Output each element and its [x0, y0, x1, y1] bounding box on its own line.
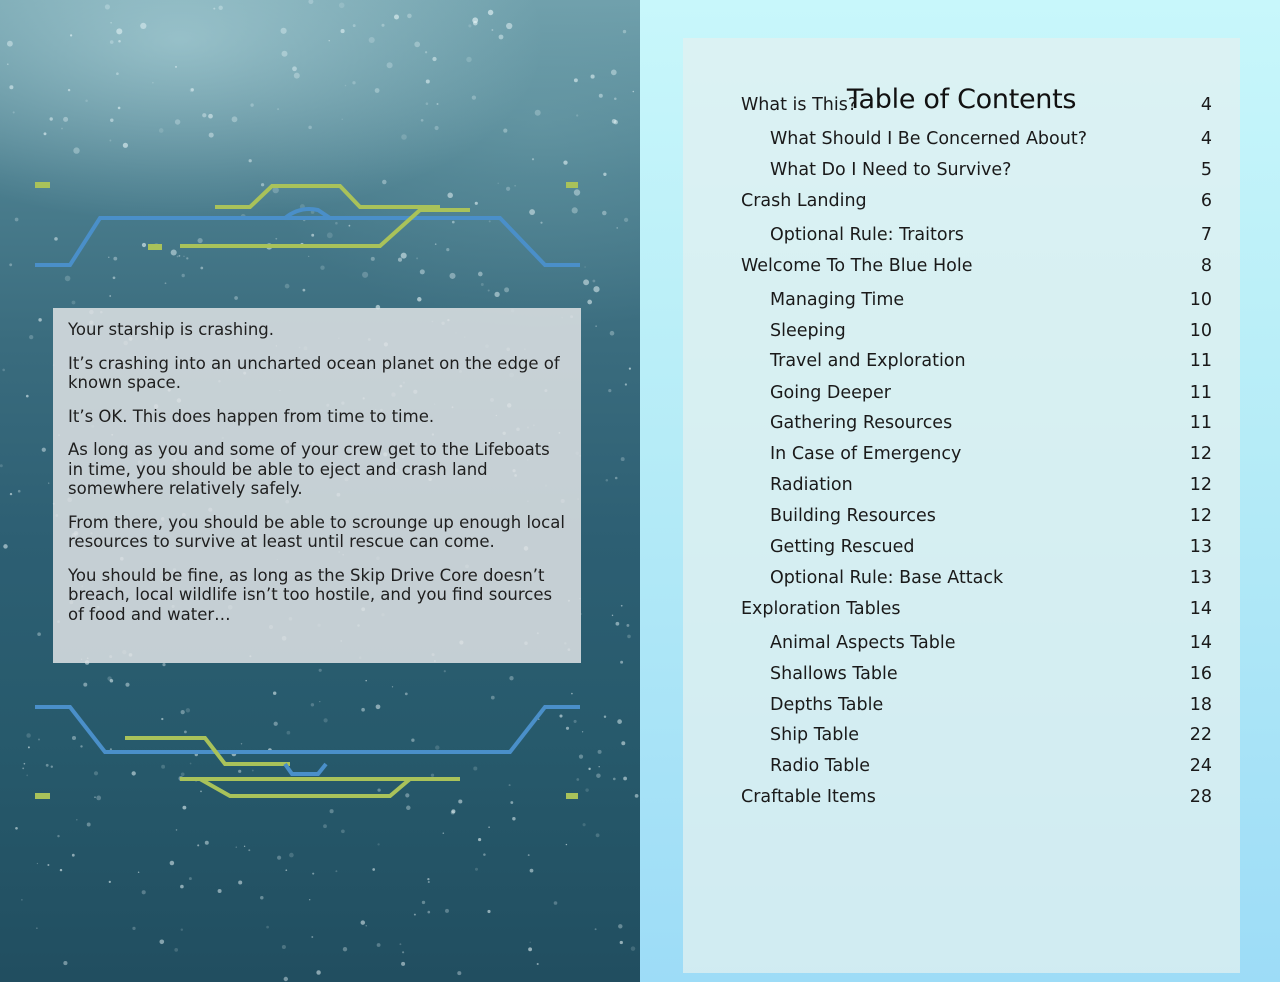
bubble [116, 28, 122, 34]
bubble [369, 37, 375, 43]
bubble [339, 3, 345, 9]
toc-entry[interactable] [683, 381, 1240, 405]
bubble [616, 622, 620, 626]
bubble [483, 853, 486, 856]
toc-entry-label: Welcome To The Blue Hole [741, 256, 973, 276]
bubble [528, 854, 530, 856]
bubble [491, 29, 493, 31]
toc-entry-page-number: 4 [1200, 129, 1212, 149]
bubble [105, 4, 110, 9]
bubble [232, 116, 238, 122]
bubble [277, 856, 281, 860]
bubble [7, 63, 9, 65]
bubble [152, 82, 154, 84]
bubble [414, 914, 416, 916]
intro-paragraph-2: It’s crashing into an uncharted ocean planet on the edge of known space. [68, 353, 560, 392]
bubble [83, 683, 87, 687]
bubble [599, 94, 603, 98]
toc-entry[interactable] [683, 319, 1240, 343]
bubble [503, 129, 507, 133]
bubble [426, 102, 429, 105]
toc-entry[interactable] [683, 158, 1240, 182]
toc-entry-page-number: 22 [1189, 725, 1212, 745]
toc-entry[interactable] [683, 288, 1240, 312]
toc-entry-page-number: 11 [1189, 413, 1212, 433]
bubble [44, 132, 47, 135]
bubble [566, 844, 567, 845]
bubble [3, 544, 7, 548]
bubble [110, 118, 113, 121]
toc-entry[interactable] [683, 693, 1240, 717]
toc-entry-label: What Do I Need to Survive? [770, 160, 1012, 180]
bubble [631, 946, 636, 951]
bubble [238, 880, 242, 884]
hud-blue-line-bottom [35, 707, 580, 752]
toc-entry[interactable] [683, 93, 1240, 117]
bubble [596, 833, 600, 837]
toc-entry[interactable] [683, 254, 1240, 278]
toc-entry-label: Managing Time [770, 290, 905, 310]
bubble [402, 951, 404, 953]
toc-entry[interactable] [683, 473, 1240, 497]
toc-entry-label: Travel and Exploration [770, 351, 966, 371]
bubble [284, 977, 288, 981]
bubble [606, 479, 609, 482]
toc-entry-page-number: 8 [1200, 256, 1212, 276]
bubble [316, 970, 320, 974]
toc-entry-label: In Case of Emergency [770, 444, 962, 464]
bubble [401, 134, 407, 140]
bubble [401, 962, 405, 966]
bubble [341, 29, 345, 33]
bubble [308, 126, 312, 130]
bubble [335, 870, 337, 872]
bubble [118, 40, 121, 43]
bubble [68, 89, 70, 91]
bubble [175, 119, 180, 124]
bubble [625, 383, 627, 385]
bubble [109, 140, 111, 142]
bubble [285, 869, 287, 871]
bubble [427, 911, 430, 914]
bubble [72, 854, 75, 857]
bubble [289, 853, 294, 858]
bubble [421, 119, 424, 122]
bubble [197, 844, 199, 846]
toc-entry-label: What is This? [741, 95, 858, 115]
bubble [563, 160, 567, 164]
toc-entry-page-number: 12 [1189, 506, 1212, 526]
bubble [587, 300, 592, 305]
bubble [377, 843, 379, 845]
toc-entry-page-number: 12 [1189, 475, 1212, 495]
bubble [208, 114, 213, 119]
bubble [414, 42, 420, 48]
bubble [76, 819, 78, 821]
toc-entry-label: Ship Table [770, 725, 859, 745]
bubble [595, 325, 596, 326]
bubble [73, 147, 79, 153]
bubble [47, 864, 49, 866]
bubble [488, 826, 490, 828]
bubble [583, 823, 586, 826]
toc-entry-label: Building Resources [770, 506, 936, 526]
bubble [110, 679, 114, 683]
bubble [294, 73, 300, 79]
bubble [610, 331, 615, 336]
bubble [443, 832, 445, 834]
bubble [615, 477, 618, 480]
bubble [394, 15, 399, 20]
bubble [530, 869, 534, 873]
bubble [528, 947, 532, 951]
toc-entry-label: Depths Table [770, 695, 884, 715]
bubble [341, 829, 345, 833]
toc-entry-page-number: 14 [1189, 633, 1212, 653]
bubble [2, 369, 5, 372]
bubble [205, 841, 209, 845]
hud-green-line-top-a [215, 186, 440, 207]
bubble [125, 683, 129, 687]
toc-entry-page-number: 14 [1189, 599, 1212, 619]
bubble [487, 910, 490, 913]
bubble [13, 111, 15, 113]
bubble [7, 41, 13, 47]
bubble [426, 79, 430, 83]
bubble [63, 961, 67, 965]
bubble [50, 117, 53, 120]
bubble [473, 21, 478, 26]
bubble [266, 926, 269, 929]
bubble [219, 6, 223, 10]
bubble [620, 941, 623, 944]
bubble [180, 885, 184, 889]
bubble [574, 78, 578, 82]
bubble [138, 872, 140, 874]
bubble [387, 62, 393, 68]
toc-entry[interactable] [683, 785, 1240, 809]
toc-entry-label: Optional Rule: Traitors [770, 225, 964, 245]
bubble [162, 663, 165, 666]
bubble [37, 632, 41, 636]
bubble [392, 686, 393, 687]
bubble [627, 635, 631, 639]
bubble [248, 849, 250, 851]
hud-frame-top [0, 170, 640, 290]
bubble [60, 869, 62, 871]
bubble [181, 928, 183, 930]
bubble [494, 292, 499, 297]
bubble [109, 295, 111, 297]
bubble [621, 457, 625, 461]
toc-entry-label: Radio Table [770, 756, 870, 776]
bubble [472, 95, 476, 99]
hud-green-line-bottom-c [200, 779, 410, 796]
bubble [554, 901, 558, 905]
toc-entry-label: Exploration Tables [741, 599, 901, 619]
bubble [260, 896, 263, 899]
toc-entry[interactable] [683, 723, 1240, 747]
bubble [372, 868, 375, 871]
right-page [640, 0, 1280, 982]
bubble [10, 493, 12, 495]
bubble [15, 827, 18, 830]
bubble [244, 846, 245, 847]
bubble [475, 868, 478, 871]
bubble [466, 57, 471, 62]
bubble [36, 928, 37, 929]
bubble [352, 81, 355, 84]
toc-entry-page-number: 16 [1189, 664, 1212, 684]
bubble [375, 88, 380, 93]
bubble [435, 126, 439, 130]
bubble [277, 108, 279, 110]
toc-entry-page-number: 5 [1200, 160, 1212, 180]
bubble [170, 861, 175, 866]
bubble [509, 676, 513, 680]
intro-paragraph-1: Your starship is crashing. [68, 320, 274, 339]
toc-entry-page-number: 12 [1189, 444, 1212, 464]
bubble [407, 14, 412, 19]
hud-blue-notch-bottom [285, 764, 326, 774]
bubble [444, 670, 446, 672]
bubble [250, 103, 253, 106]
bubble [209, 133, 214, 138]
bubble [63, 117, 68, 122]
bubble [308, 0, 313, 4]
bubble [399, 943, 401, 945]
toc-entry[interactable] [683, 504, 1240, 528]
bubble [176, 829, 178, 831]
bubble [175, 66, 177, 68]
bubble [21, 899, 22, 900]
toc-entry-label: Getting Rescued [770, 537, 915, 557]
toc-entry[interactable] [683, 535, 1240, 559]
bubble [417, 297, 421, 301]
toc-entry-page-number: 4 [1200, 95, 1212, 115]
bubble [530, 942, 531, 943]
toc-entry-page-number: 18 [1189, 695, 1212, 715]
toc-entry-label: Sleeping [770, 321, 846, 341]
bubble [342, 119, 343, 120]
bubble [425, 51, 427, 53]
bubble [37, 863, 38, 864]
bubble [292, 66, 297, 71]
bubble [532, 158, 534, 160]
bubble [85, 99, 88, 102]
bubble [323, 824, 327, 828]
bubble [236, 846, 237, 847]
toc-entry-page-number: 13 [1189, 568, 1212, 588]
bubble [116, 72, 119, 75]
bubble [365, 680, 367, 682]
bubble [427, 878, 429, 880]
bubble [282, 51, 288, 57]
toc-entry[interactable] [683, 189, 1240, 213]
bubble [319, 669, 322, 672]
bubble [140, 23, 146, 29]
toc-entry[interactable] [683, 349, 1240, 373]
bubble [0, 464, 3, 467]
toc-panel [683, 38, 1240, 973]
bubble [468, 24, 471, 27]
hud-frame-bottom [0, 690, 640, 810]
toc-entry-label: Radiation [770, 475, 853, 495]
bubble [110, 40, 114, 44]
bubble [118, 107, 121, 110]
bubble [142, 890, 146, 894]
bubble [123, 143, 128, 148]
bubble [57, 835, 59, 837]
bubble [29, 335, 33, 339]
toc-entry-label: Gathering Resources [770, 413, 953, 433]
toc-entry-page-number: 11 [1189, 351, 1212, 371]
bubble [366, 925, 367, 926]
toc-entry-page-number: 28 [1189, 787, 1212, 807]
bubble [70, 34, 72, 36]
bubble [345, 85, 347, 87]
bubble [42, 448, 46, 452]
bubble [478, 838, 481, 841]
bubble [189, 877, 192, 880]
bubble [437, 103, 439, 105]
bubble [428, 881, 430, 883]
bubble [249, 159, 252, 162]
bubble [537, 963, 539, 965]
bubble [312, 873, 314, 875]
bubble [353, 24, 356, 27]
bubble [612, 119, 617, 124]
bubble [311, 936, 313, 938]
bubble [595, 928, 597, 930]
intro-paragraph-6: You should be fine, as long as the Skip Drive Core doesn’t breach, local wildlife isn’t too hostile, and you find sources of food and water… [68, 565, 553, 624]
toc-entry[interactable] [683, 223, 1240, 247]
toc-entry-page-number: 10 [1189, 321, 1212, 341]
bubble [512, 817, 515, 820]
toc-entry-page-number: 13 [1189, 537, 1212, 557]
bubble [612, 615, 613, 616]
toc-entry-label: Animal Aspects Table [770, 633, 956, 653]
toc-entry[interactable] [683, 127, 1240, 151]
bubble [377, 943, 381, 947]
bubble [591, 75, 595, 79]
bubble [576, 114, 578, 116]
bubble [282, 945, 286, 949]
toc-entry[interactable] [683, 411, 1240, 435]
bubble [457, 971, 461, 975]
bubble [343, 947, 347, 951]
intro-paragraph-3: It’s OK. This does happen from time to time. [68, 406, 435, 426]
bubble [623, 30, 626, 33]
toc-entry[interactable] [683, 566, 1240, 590]
toc-entry-label: Optional Rule: Base Attack [770, 568, 1004, 588]
toc-entry-label: Shallows Table [770, 664, 898, 684]
toc-entry[interactable] [683, 754, 1240, 778]
bubble [202, 113, 206, 117]
bubble [535, 110, 541, 116]
bubble [234, 296, 238, 300]
bubble [422, 901, 425, 904]
bubble [18, 490, 21, 493]
toc-entry-page-number: 10 [1189, 290, 1212, 310]
toc-entry-page-number: 7 [1200, 225, 1212, 245]
toc-entry-label: Craftable Items [741, 787, 876, 807]
bubble [72, 301, 76, 305]
hud-blue-line-top [35, 218, 580, 265]
bubble [213, 8, 215, 10]
bubble [159, 939, 164, 944]
bubble [611, 70, 617, 76]
bubble [61, 128, 63, 130]
bubble [488, 10, 493, 15]
toc-title: Table of Contents [846, 84, 1077, 115]
bubble [329, 40, 330, 41]
toc-entry-label: Going Deeper [770, 383, 891, 403]
bubble [109, 881, 111, 883]
intro-paragraph-5: From there, you should be able to scrounge up enough local resources to survive at least until rescue can come. [68, 512, 565, 551]
bubble [190, 88, 194, 92]
bubble [632, 91, 634, 93]
bubble [159, 128, 164, 133]
toc-entry[interactable] [683, 631, 1240, 655]
bubble [614, 97, 617, 100]
bubble [132, 927, 135, 930]
bubble [87, 823, 91, 827]
intro-text-box [53, 308, 581, 663]
bubble [26, 395, 29, 398]
toc-entry[interactable] [683, 442, 1240, 466]
toc-entry-page-number: 6 [1200, 191, 1212, 211]
bubble [110, 22, 111, 23]
bubble [218, 889, 222, 893]
bubble [361, 920, 365, 924]
toc-entry-page-number: 24 [1189, 756, 1212, 776]
bubble [174, 948, 178, 952]
bubble [48, 482, 49, 483]
bubble [9, 85, 13, 89]
bubble [309, 899, 310, 900]
bubble [626, 624, 629, 627]
toc-entry[interactable] [683, 597, 1240, 621]
bubble [506, 23, 512, 29]
toc-entry-page-number: 11 [1189, 383, 1212, 403]
toc-entry-label: Crash Landing [741, 191, 867, 211]
bubble [281, 28, 287, 34]
bubble [432, 57, 436, 61]
bubble [499, 35, 504, 40]
intro-paragraph-4: As long as you and some of your crew get to the Lifeboats in time, you should be able to eject and crash land somewhere relatively safely. [68, 440, 550, 498]
bubble [620, 661, 623, 664]
bubble [381, 24, 384, 27]
bubble [629, 368, 631, 370]
bubble [445, 909, 449, 913]
bubble [38, 318, 41, 321]
toc-entry[interactable] [683, 662, 1240, 686]
toc-entry-label: What Should I Be Concerned About? [770, 129, 1087, 149]
bubble [608, 389, 611, 392]
bubble [618, 924, 622, 928]
bubble [621, 605, 623, 607]
